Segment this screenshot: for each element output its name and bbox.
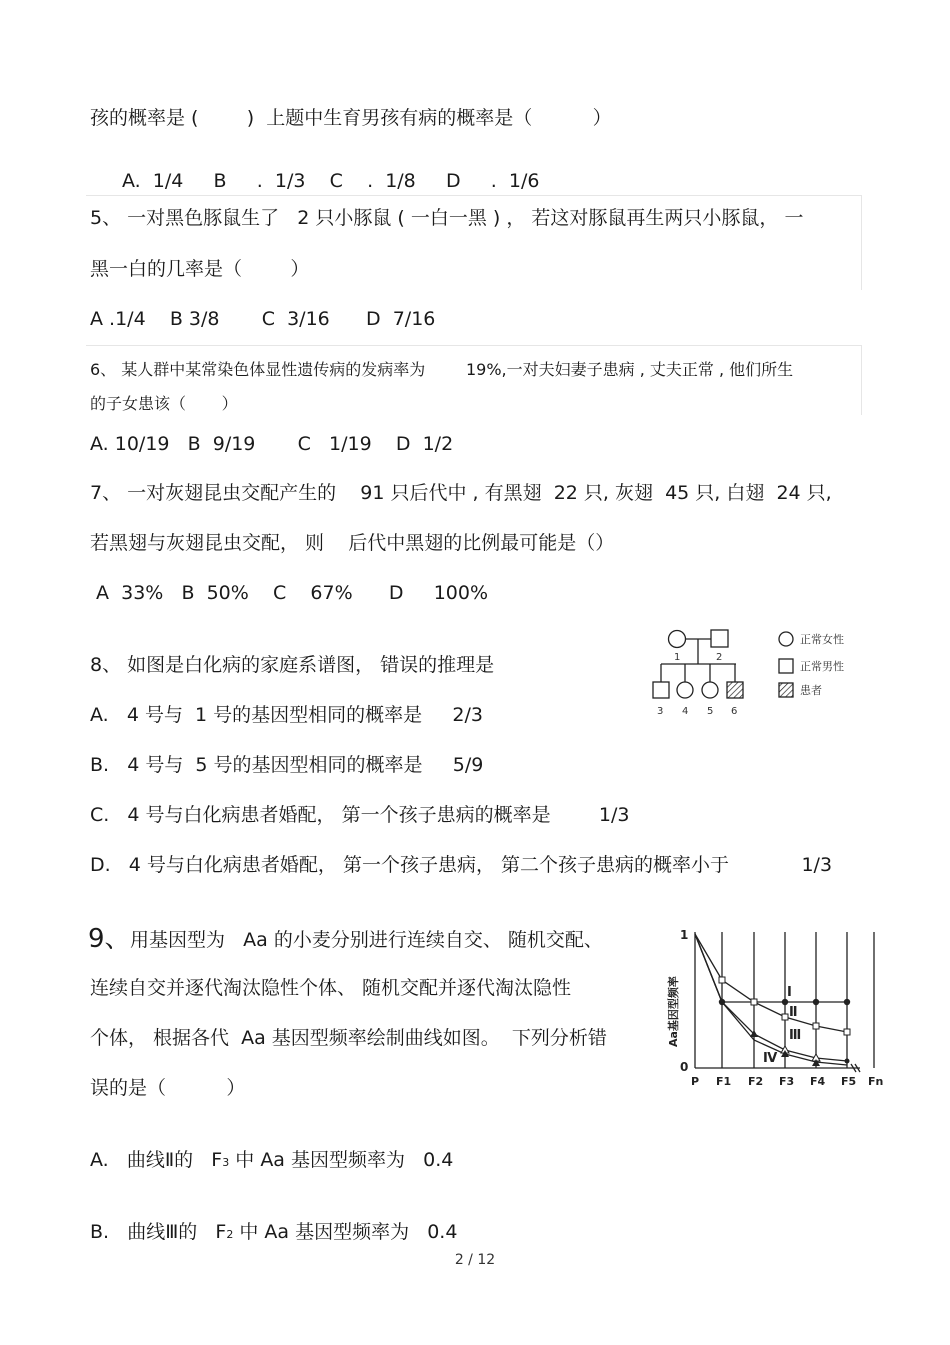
- pedigree-number-3: 3: [657, 706, 664, 717]
- pedigree-individual-3: [653, 682, 669, 698]
- q4-options: A. 1/4 B . 1/3 C . 1/8 D . 1/6: [122, 170, 540, 192]
- pedigree-number-4: 4: [682, 706, 689, 717]
- q5-stem-2: 黑一白的几率是（ ）: [90, 258, 310, 280]
- legend-affected: 患者: [800, 684, 822, 697]
- graph-x-p: P: [691, 1075, 700, 1088]
- curve-IV: [695, 934, 847, 1065]
- curve-label-III: Ⅲ: [789, 1028, 802, 1043]
- q9-stem-2: 连续自交并逐代淘汰隐性个体、 随机交配并逐代淘汰隐性: [90, 977, 572, 999]
- q5-box-right: [861, 195, 862, 290]
- q6-stem-1: 6、 某人群中某常染色体显性遗传病的发病率为 19%,一对夫妇妻子患病 , 丈夫正常 , 他们所生: [90, 360, 794, 379]
- q9-number: 9、: [88, 924, 131, 954]
- graph-y-zero: 0: [680, 1060, 689, 1074]
- q5-stem-1: 5、 一对黑色豚鼠生了 2 只小豚鼠 ( 一白一黑 ) ， 若这对豚鼠再生两只小豚鼠， 一: [90, 207, 804, 229]
- curve-label-IV: Ⅳ: [763, 1051, 778, 1066]
- legend-male-icon: [779, 659, 793, 673]
- q8-stem: 8、 如图是白化病的家庭系谱图， 错误的推理是: [90, 654, 495, 676]
- legend-affected-icon: [779, 683, 793, 697]
- q9-stem-1: 用基因型为 Aa 的小麦分别进行连续自交、 随机交配、: [124, 929, 603, 951]
- graph-x-f3: F3: [779, 1075, 795, 1088]
- q7-stem-1: 7、 一对灰翅昆虫交配产生的 91 只后代中 , 有黑翅 22 只, 灰翅 45 只, 白翅 24 只,: [90, 482, 832, 504]
- q5-options: A .1/4 B 3/8 C 3/16 D 7/16: [90, 308, 436, 330]
- q8-option-d: D. 4 号与白化病患者婚配， 第一个孩子患病， 第二个孩子患病的概率小于 1/3: [90, 854, 833, 876]
- curve-label-II: Ⅱ: [789, 1005, 798, 1020]
- curve-II: [695, 934, 847, 1032]
- q9-stem-4: 误的是（ ）: [90, 1077, 246, 1099]
- q6-stem-2: 的子女患该（ ）: [90, 394, 238, 413]
- graph-x-f5: F5: [841, 1075, 857, 1088]
- graph-x-f4: F4: [810, 1075, 826, 1088]
- graph-y-top: 1: [680, 928, 689, 942]
- pedigree-individual-6-affected: [727, 682, 743, 698]
- graph-ylabel: Aa基因型频率: [667, 976, 680, 1047]
- curve-III: [695, 934, 847, 1061]
- curve-label-I: Ⅰ: [787, 985, 792, 1000]
- q6-box-right: [861, 345, 862, 415]
- pedigree-individual-4: [677, 682, 693, 698]
- graph-x-fn: Fn: [868, 1075, 884, 1088]
- legend-normal-female: 正常女性: [800, 633, 844, 646]
- q8-option-b: B. 4 号与 5 号的基因型相同的概率是 5/9: [90, 754, 484, 776]
- pedigree-number-2: 2: [716, 652, 723, 663]
- pedigree-individual-1: [669, 631, 686, 648]
- q7-stem-2: 若黑翅与灰翅昆虫交配， 则 后代中黑翅的比例最可能是（）: [90, 532, 615, 554]
- pedigree-number-5: 5: [707, 706, 714, 717]
- pedigree-individual-2: [711, 630, 728, 647]
- pedigree-number-6: 6: [731, 706, 738, 717]
- aa-frequency-graph: [660, 922, 885, 1090]
- q6-box-top: [86, 345, 862, 346]
- q7-options: A 33% B 50% C 67% D 100%: [90, 582, 489, 604]
- legend-normal-male: 正常男性: [800, 660, 844, 673]
- page-number: 2 / 12: [454, 1252, 496, 1268]
- q8-option-a: A. 4 号与 1 号的基因型相同的概率是 2/3: [90, 704, 483, 726]
- pedigree-number-1: 1: [674, 652, 681, 663]
- pedigree-chart: [645, 622, 875, 722]
- graph-x-f1: F1: [716, 1075, 732, 1088]
- q9-stem-3: 个体， 根据各代 Aa 基因型频率绘制曲线如图。 下列分析错: [90, 1027, 607, 1049]
- q8-option-c: C. 4 号与白化病患者婚配， 第一个孩子患病的概率是 1/3: [90, 804, 630, 826]
- line-q4-end: 孩的概率是 ( ) 上题中生育男孩有病的概率是（ ）: [90, 107, 612, 129]
- legend-female-icon: [779, 632, 793, 646]
- q9-option-b: B. 曲线Ⅲ的 F2 中 Aa 基因型频率为 0.4: [90, 1221, 458, 1243]
- graph-x-f2: F2: [748, 1075, 764, 1088]
- q9-option-a: A. 曲线Ⅱ的 F3 中 Aa 基因型频率为 0.4: [90, 1149, 454, 1171]
- pedigree-individual-5: [702, 682, 718, 698]
- q5-box-top: [86, 195, 862, 196]
- q6-options: A. 10/19 B 9/19 C 1/19 D 1/2: [90, 433, 454, 455]
